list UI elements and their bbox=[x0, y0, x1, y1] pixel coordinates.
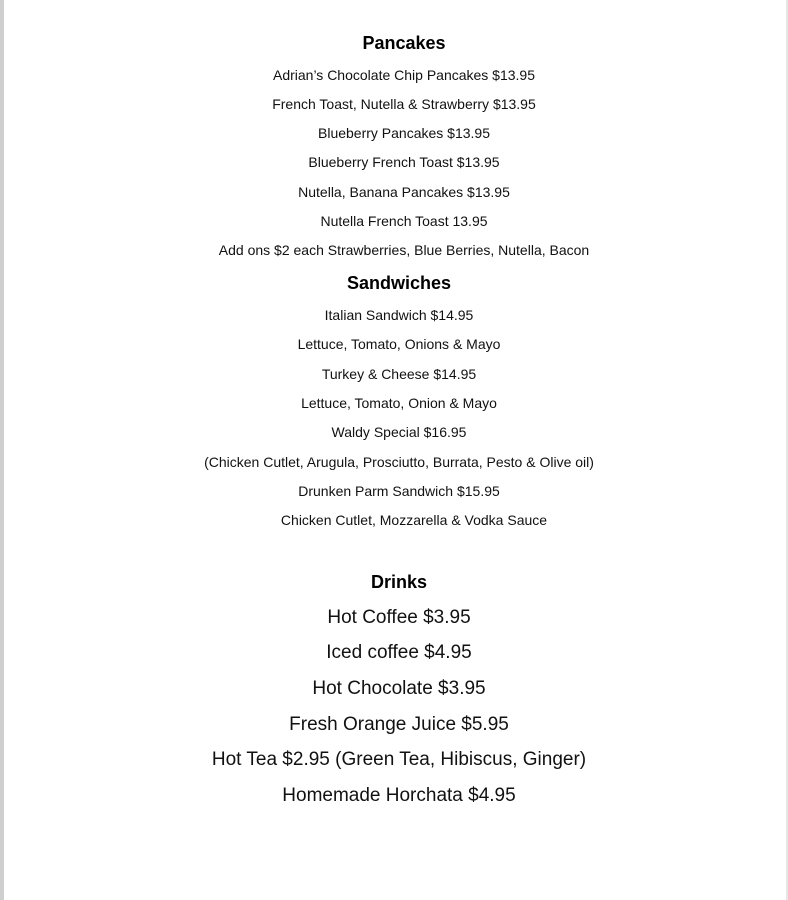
pancakes-item: Nutella, Banana Pancakes $13.95 bbox=[298, 184, 510, 200]
drinks-item: Fresh Orange Juice $5.95 bbox=[289, 714, 509, 735]
sandwiches-item: Turkey & Cheese $14.95 bbox=[321, 366, 477, 382]
drinks-item: Hot Chocolate $3.95 bbox=[312, 678, 486, 699]
pancakes-item: Nutella French Toast 13.95 bbox=[320, 213, 488, 229]
sandwiches-item: Drunken Parm Sandwich $15.95 bbox=[298, 483, 500, 499]
drinks-heading: Drinks bbox=[370, 572, 428, 592]
drinks-item: Homemade Horchata $4.95 bbox=[282, 785, 516, 806]
pancakes-heading: Pancakes bbox=[362, 33, 446, 53]
pancakes-item: Adrian’s Chocolate Chip Pancakes $13.95 bbox=[272, 67, 536, 83]
sandwiches-item: Italian Sandwich $14.95 bbox=[324, 307, 474, 323]
sandwiches-item-description: Chicken Cutlet, Mozzarella & Vodka Sauce bbox=[280, 512, 548, 528]
sandwiches-item: Waldy Special $16.95 bbox=[331, 424, 467, 440]
pancakes-addons: Add ons $2 each Strawberries, Blue Berries, Nutella, Bacon bbox=[218, 242, 590, 258]
pancakes-item: Blueberry French Toast $13.95 bbox=[308, 154, 500, 170]
sandwiches-item-description: Lettuce, Tomato, Onions & Mayo bbox=[297, 336, 501, 352]
drinks-item: Iced coffee $4.95 bbox=[326, 642, 472, 663]
sandwiches-item-description: Lettuce, Tomato, Onion & Mayo bbox=[301, 395, 497, 411]
sandwiches-heading: Sandwiches bbox=[346, 273, 452, 293]
sandwiches-item-description: (Chicken Cutlet, Arugula, Prosciutto, Burrata, Pesto & Olive oil) bbox=[204, 454, 594, 470]
drinks-item: Hot Tea $2.95 (Green Tea, Hibiscus, Ginger) bbox=[211, 749, 587, 770]
pancakes-item: French Toast, Nutella & Strawberry $13.95 bbox=[272, 96, 536, 112]
drinks-item: Hot Coffee $3.95 bbox=[327, 607, 471, 628]
pancakes-item: Blueberry Pancakes $13.95 bbox=[318, 125, 490, 141]
